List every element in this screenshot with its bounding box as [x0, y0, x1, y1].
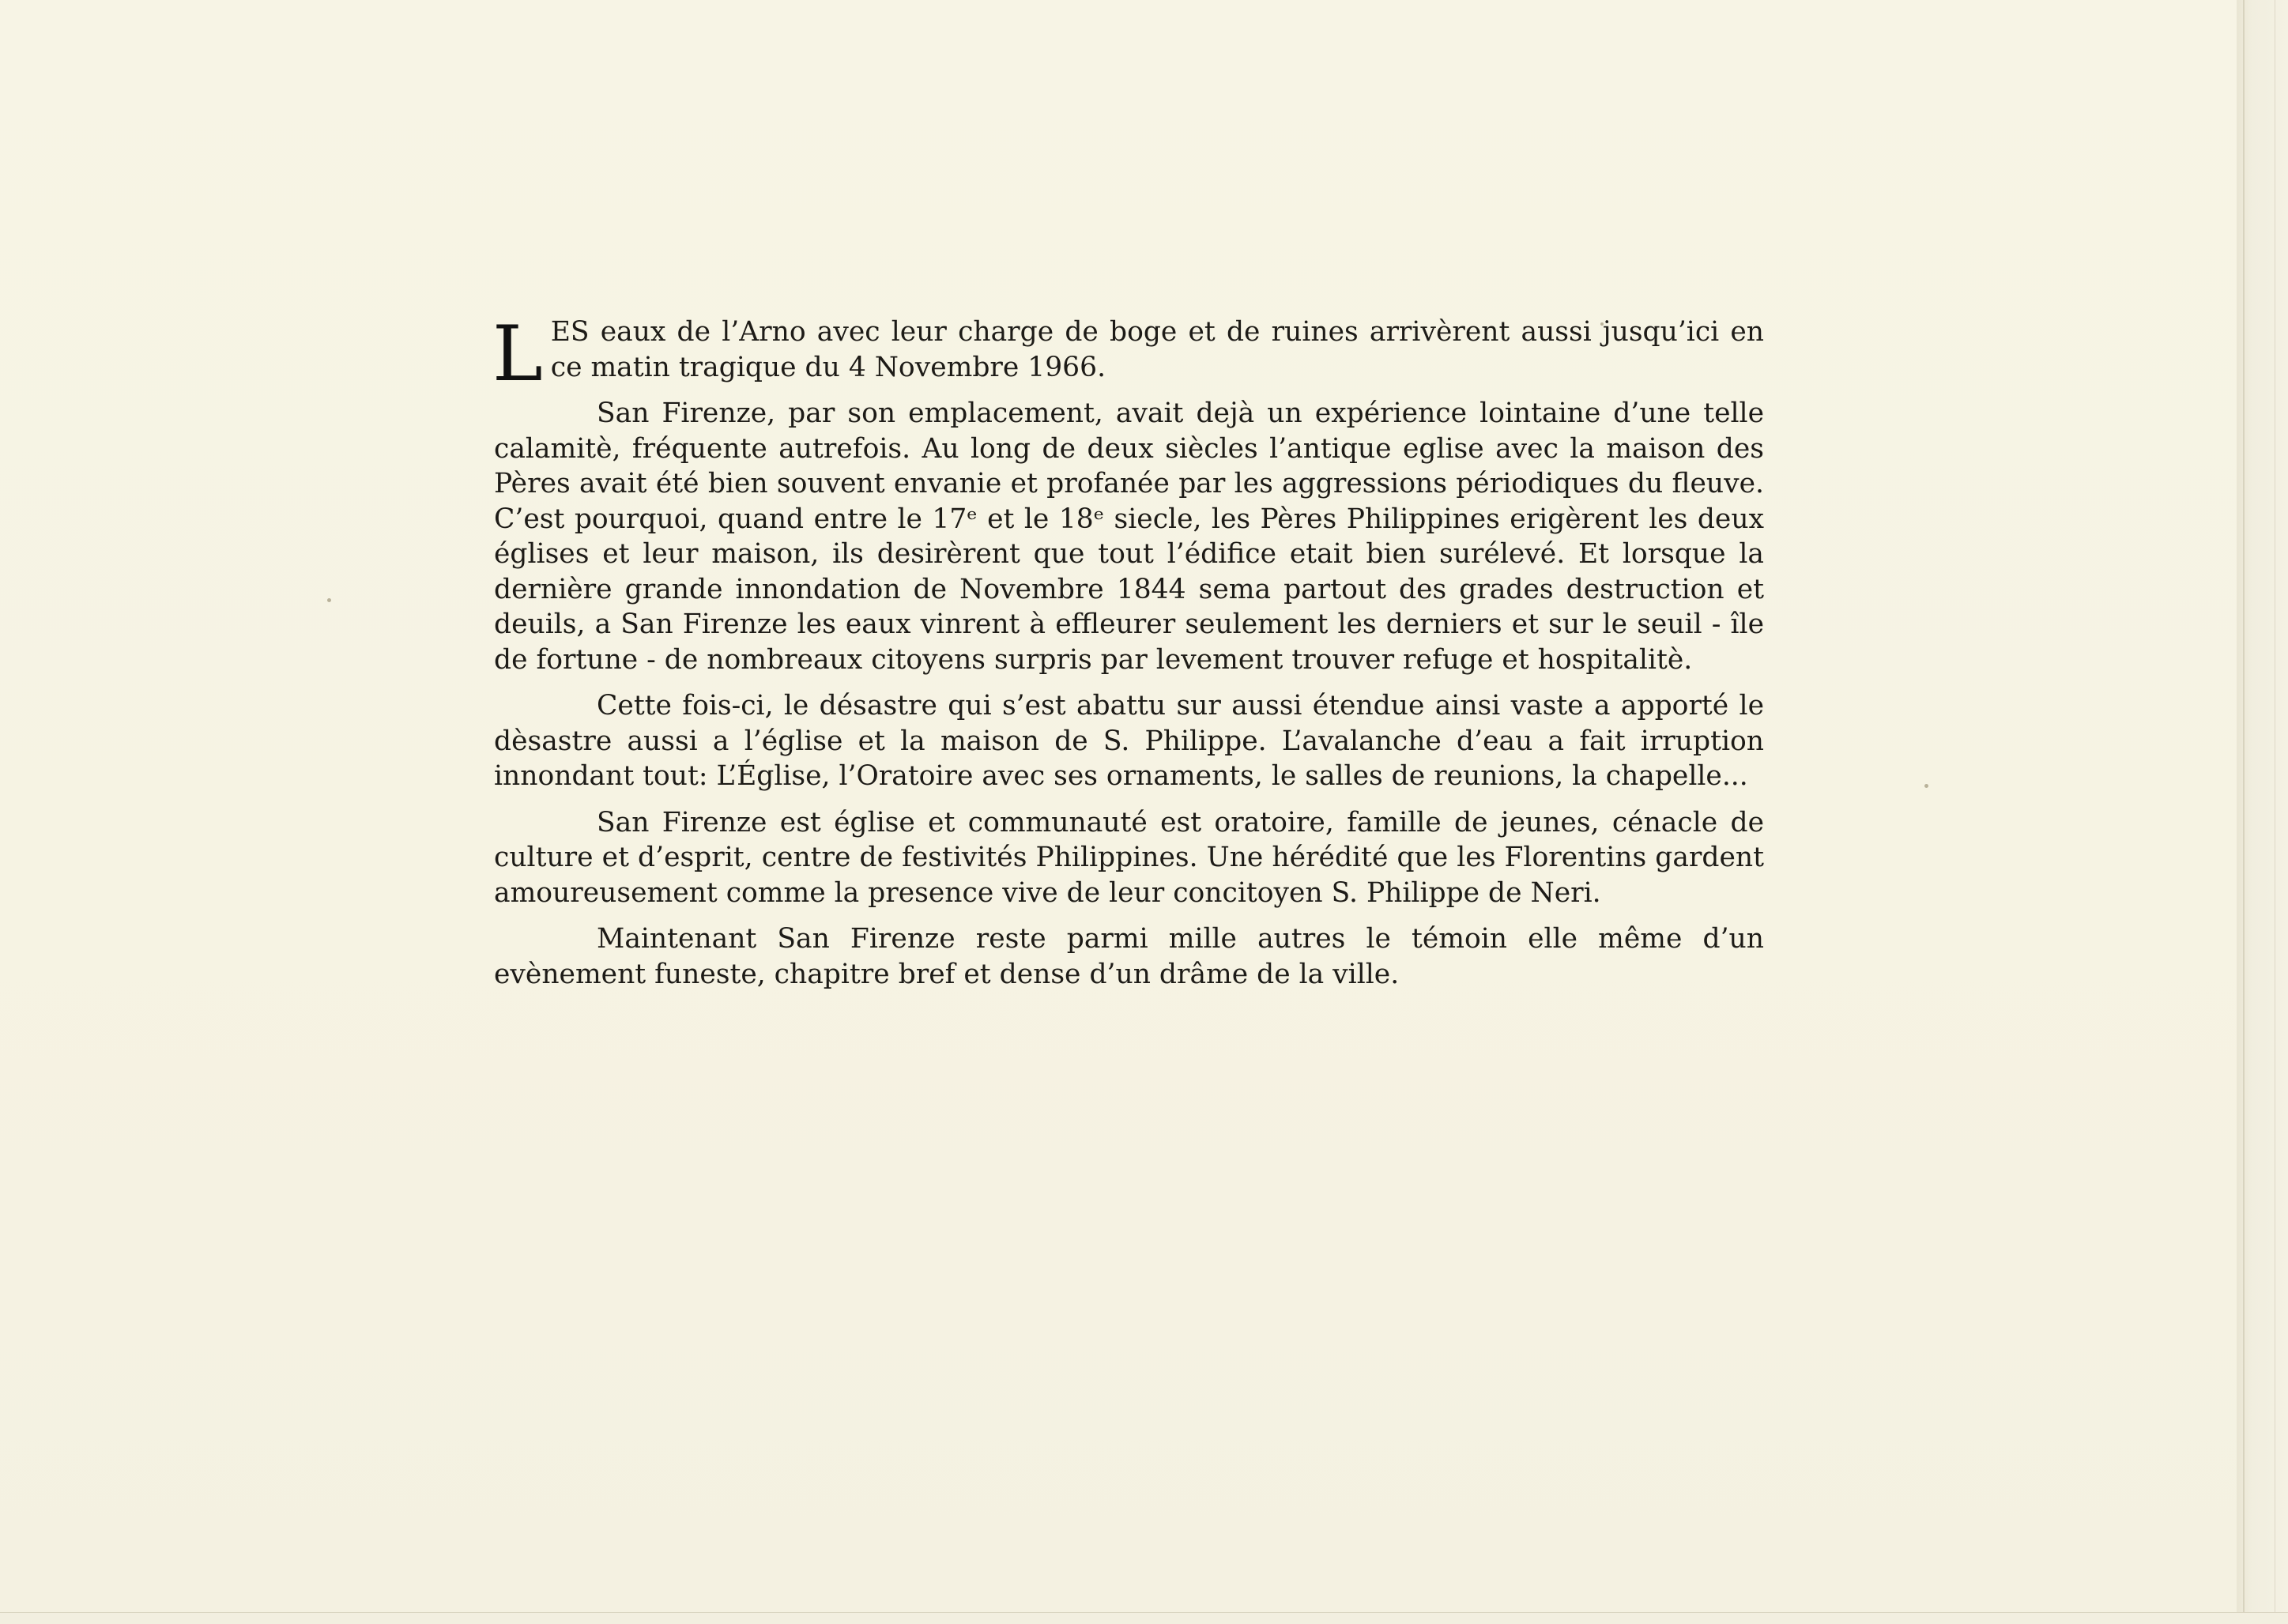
paragraph-opening-text: ES eaux de l’Arno avec leur charge de boge et de ruines arrivèrent aussi jusqu’ici en ce matin tragique du 4 Novembre 1966. — [550, 316, 1764, 383]
paragraph: San Firenze est église et communauté est oratoire, famille de jeunes, cénacle de culture et d’esprit, centre de festivités Philippines. Une hérédité que les Florentins gardent amoureusement comme la presence vive de leur concitoyen S. Philippe de Neri. — [494, 806, 1764, 909]
paragraph: Cette fois-ci, le désastre qui s’est abattu sur aussi étendue ainsi vaste a apporté le dèsastre aussi a l’église et la maison de S. Philippe. L’avalanche d’eau a fait irruption innondant tout: L’Église, l’Oratoire avec ses ornaments, le salles de reunions, la chapelle... — [494, 690, 1764, 792]
page-edge-line — [2243, 0, 2245, 1624]
paper-speck — [1924, 784, 1928, 788]
paragraph: Maintenant San Firenze reste parmi mille autres le témoin elle même d’un evènement funeste, chapitre bref et dense d’un drâme de la ville. — [494, 923, 1764, 990]
drop-cap: L — [492, 310, 543, 398]
paragraph: San Firenze, par son emplacement, avait dejà un expérience lointaine d’une telle calamitè, fréquente autrefois. Au long de deux siècles l’antique eglise avec la maison des Pères avait été bien souvent envanie et profanée par les aggressions périodiques du fleuve. C’est pourquoi, quand entre le 17ᵉ et le 18ᵉ siecle, les Pères Philippines erigèrent les deux églises et leur maison, ils desirèrent que tout l’édifice etait bien surélevé. Et lorsque la dernière grande innondation de Novembre 1844 sema partout des grades destruction et deuils, a San Firenze les eaux vinrent à effleurer seulement les derniers et sur le seuil - île de fortune - de nombreaux citoyens surpris par levement trouver refuge et hospitalitè. — [494, 398, 1764, 676]
paragraph-opening — [492, 310, 1764, 398]
body-text — [492, 310, 1764, 1003]
paper-speck — [327, 598, 331, 602]
page-bottom-edge — [0, 1612, 2288, 1624]
